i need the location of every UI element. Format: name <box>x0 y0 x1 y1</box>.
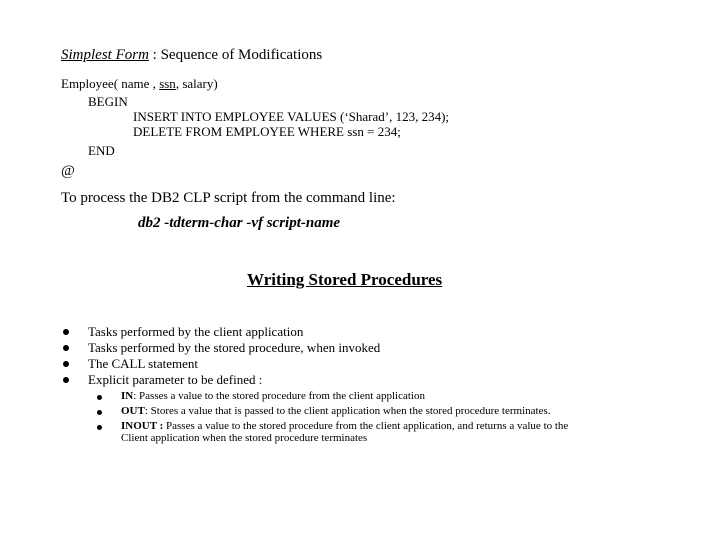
at-sign: @ <box>61 163 75 179</box>
param-out <box>121 405 551 417</box>
sub-bullet-dot <box>97 410 102 415</box>
bullet-dot <box>63 377 69 383</box>
list-item: Tasks performed by the client application <box>88 324 304 339</box>
code-delete: DELETE FROM EMPLOYEE WHERE ssn = 234; <box>133 124 401 139</box>
section-title: Writing Stored Procedures <box>247 270 443 289</box>
bullet-dot <box>63 345 69 351</box>
header-separator: : <box>148 47 161 63</box>
code-end: END <box>88 143 115 158</box>
employee-ssn: ssn <box>159 76 176 91</box>
code-insert: INSERT INTO EMPLOYEE VALUES (‘Sharad’, 123, 234); <box>133 109 450 124</box>
bullet-dot <box>63 361 69 367</box>
employee-prefix: Employee( name , <box>61 76 160 91</box>
param-desc: Passes a value to the stored procedure from the client application <box>139 390 425 402</box>
param-desc: Stores a value that is passed to the client application when the stored procedure terminates. <box>150 405 551 417</box>
param-name: IN <box>121 390 134 402</box>
header-line <box>61 47 322 64</box>
simplest-form-label: Simplest Form <box>61 47 149 63</box>
param-sep: : <box>133 390 140 402</box>
param-in <box>121 390 425 402</box>
employee-suffix: , salary) <box>175 76 218 91</box>
list-item: The CALL statement <box>88 356 198 371</box>
bullet-dot <box>63 329 69 335</box>
param-inout <box>121 420 568 432</box>
list-item: Tasks performed by the stored procedure, when invoked <box>88 340 381 355</box>
param-name: INOUT : <box>121 420 164 432</box>
sub-bullet-dot <box>97 395 102 400</box>
process-instructions: To process the DB2 CLP script from the command line: <box>61 190 396 206</box>
list-item: Explicit parameter to be defined : <box>88 372 263 387</box>
sub-bullet-dot <box>97 425 102 430</box>
code-begin: BEGIN <box>88 94 128 109</box>
command-text: db2 -tdterm-char -vf script-name <box>138 215 341 231</box>
param-sep: : <box>144 405 151 417</box>
param-desc: Passes a value to the stored procedure from the client application, and returns a value to the <box>166 420 569 432</box>
employee-schema <box>61 76 218 92</box>
header-sequence: Sequence of Modifications <box>160 47 323 63</box>
param-name: OUT <box>121 405 145 417</box>
param-inout-continued: Client application when the stored procedure terminates <box>121 432 368 444</box>
